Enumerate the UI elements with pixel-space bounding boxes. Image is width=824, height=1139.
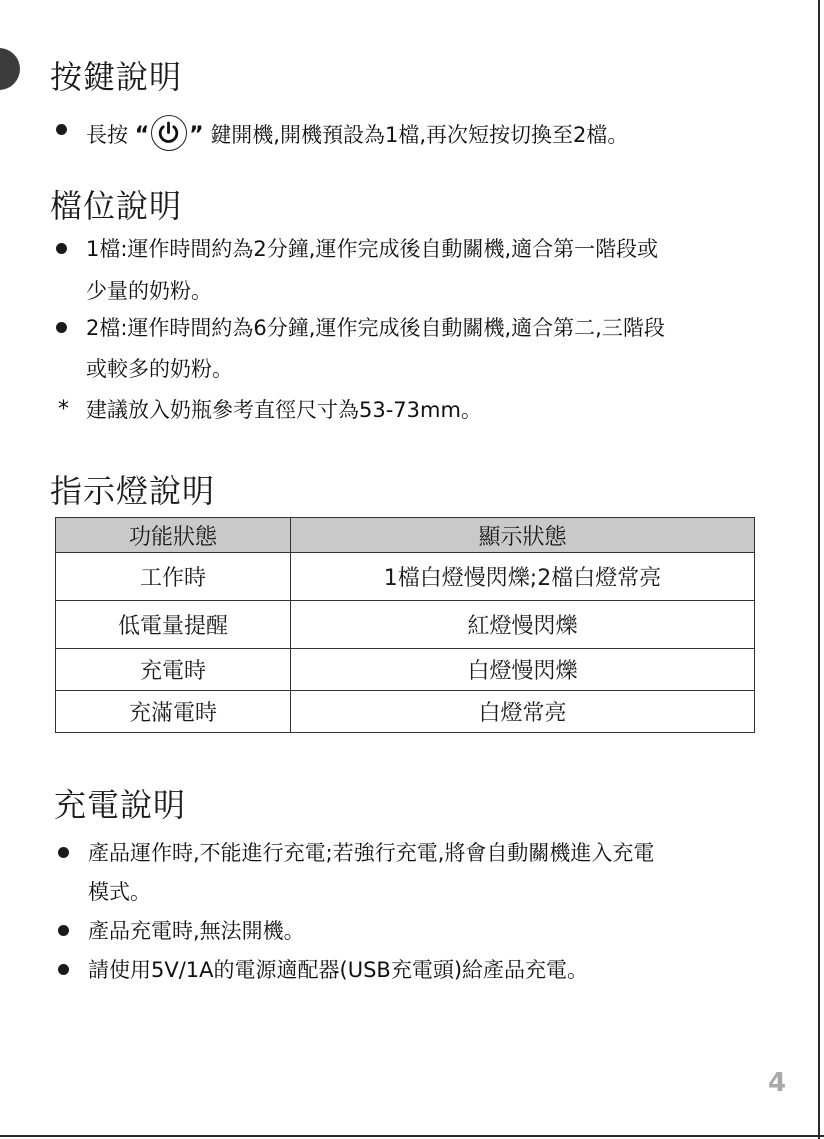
close-quote: ” — [189, 123, 204, 148]
display-state-cell: 白燈慢閃爍 — [291, 649, 755, 691]
charging-section-title: 充電說明 — [54, 786, 187, 824]
levels-section-title: 檔位說明 — [50, 187, 183, 225]
charging-item2: 產品充電時,無法開機。 — [88, 919, 305, 943]
level1-line2: 少量的奶粉。 — [86, 279, 212, 303]
display-state-cell: 白燈常亮 — [291, 691, 755, 733]
bullet-dot — [56, 243, 67, 254]
page-edge-bottom — [0, 1135, 824, 1137]
function-state-cell: 工作時 — [56, 553, 291, 601]
header-display-state: 顯示狀態 — [291, 518, 755, 553]
bullet-dot — [56, 124, 67, 135]
power-icon — [151, 115, 187, 151]
bullet-dot — [58, 847, 69, 858]
charging-item3: 請使用5V/1A的電源適配器(USB充電頭)給產品充電。 — [88, 958, 589, 982]
bullet-dot — [56, 322, 67, 333]
charging-item1-line1: 產品運作時,不能進行充電;若強行充電,將會自動關機進入充電 — [88, 841, 655, 865]
display-state-cell: 1檔白燈慢閃爍;2檔白燈常亮 — [291, 553, 755, 601]
bullet-dot — [58, 964, 69, 975]
indicator-table — [55, 517, 755, 733]
open-quote: “ — [134, 123, 150, 148]
table-row — [56, 691, 755, 733]
function-state-cell: 充滿電時 — [56, 691, 291, 733]
charging-item1-line2: 模式。 — [88, 880, 151, 904]
buttons-item-text-after: 鍵開機,開機預設為1檔,再次短按切換至2檔。 — [210, 123, 629, 147]
page-number: 4 — [768, 1068, 787, 1098]
page-edge-right — [818, 0, 820, 1139]
header-function-state: 功能狀態 — [56, 518, 291, 553]
level1-line1: 1檔:運作時間約為2分鐘,運作完成後自動關機,適合第一階段或 — [86, 237, 659, 261]
buttons-item-text-before: 長按 — [86, 123, 128, 147]
table-row — [56, 553, 755, 601]
buttons-item — [86, 118, 628, 154]
note-asterisk: * — [58, 397, 69, 422]
level2-line1: 2檔:運作時間約為6分鐘,運作完成後自動關機,適合第二,三階段 — [86, 316, 665, 340]
function-state-cell: 充電時 — [56, 649, 291, 691]
function-state-cell: 低電量提醒 — [56, 601, 291, 649]
bullet-dot — [58, 925, 69, 936]
buttons-section-title: 按鍵說明 — [50, 58, 183, 96]
bottle-size-note: 建議放入奶瓶參考直徑尺寸為53-73mm。 — [86, 398, 482, 422]
display-state-cell: 紅燈慢閃爍 — [291, 601, 755, 649]
indicator-section-title: 指示燈說明 — [50, 472, 216, 510]
table-header-row — [56, 518, 755, 553]
section-tab-marker — [0, 48, 20, 90]
table-row — [56, 601, 755, 649]
level2-line2: 或較多的奶粉。 — [86, 357, 233, 381]
table-row — [56, 649, 755, 691]
